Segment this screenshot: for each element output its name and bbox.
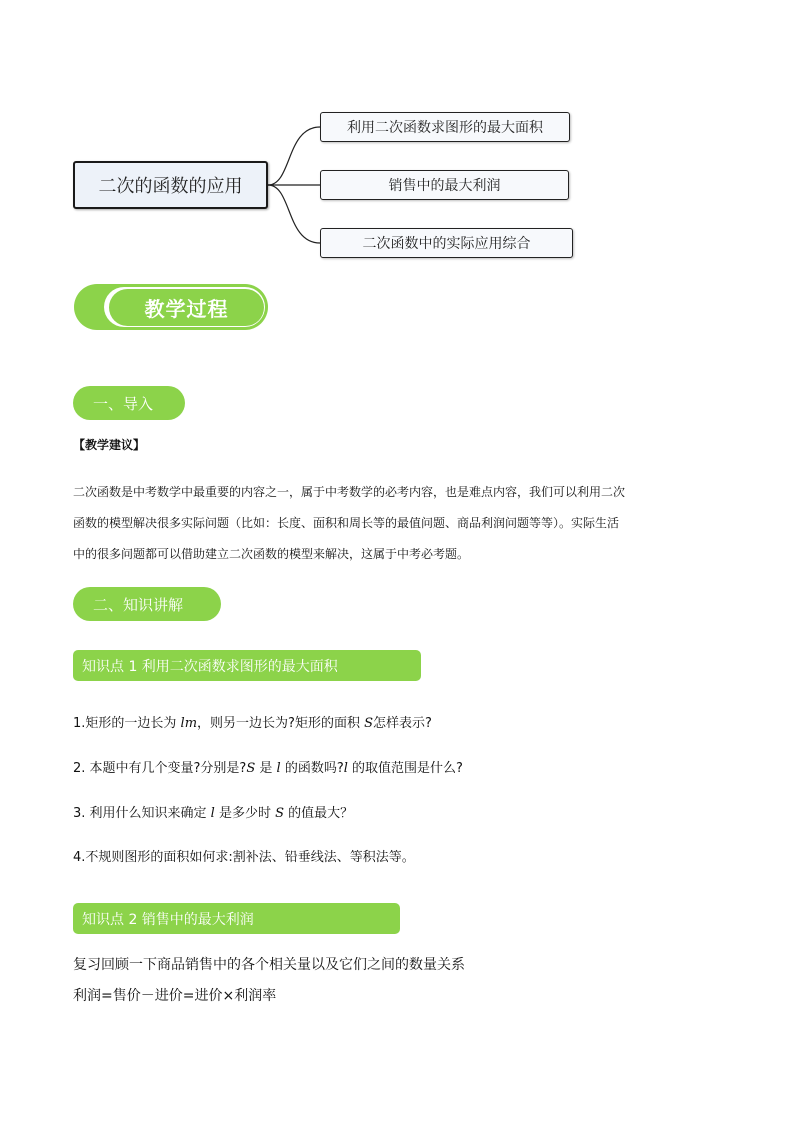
profit-review-line: 复习回顾一下商品销售中的各个相关量以及它们之间的数量关系 [73, 957, 465, 973]
question-2 [73, 757, 463, 776]
q3-text-c: 是多少时 [214, 806, 276, 821]
connector-bottom [268, 185, 320, 243]
q2-text-e: 的函数吗? [280, 761, 344, 776]
intro-paragraph-line-1: 二次函数是中考数学中最重要的内容之一，属于中考数学的必考内容，也是难点内容，我们可以利用二次 [73, 485, 626, 499]
q1-text-c: ，则另一边长为?矩形的面积 [197, 716, 365, 731]
profit-formula-line: 利润=售价－进价=进价×利润率 [73, 988, 277, 1004]
knowledge-point-1-title: 知识点 1 利用二次函数求图形的最大面积 [73, 650, 421, 681]
question-3 [73, 802, 353, 821]
q2-var-l: l [276, 761, 281, 776]
q1-var-s: S [364, 716, 373, 731]
q3-var-l: l [210, 806, 215, 821]
q2-var-l-2: l [343, 761, 348, 776]
intro-heading: 一、导入 [73, 386, 185, 420]
section-title: 教学过程 [109, 289, 264, 326]
mindmap-root: 二次的函数的应用 [73, 161, 268, 209]
q3-text-e: 的值最大？ [284, 806, 354, 821]
knowledge-point-2-title: 知识点 2 销售中的最大利润 [73, 903, 400, 934]
mindmap-branch-application: 二次函数中的实际应用综合 [320, 228, 573, 258]
q1-text-e: 怎样表示? [373, 716, 432, 731]
q3-var-s: S [275, 806, 285, 821]
q1-text-a: 1.矩形的一边长为 [73, 716, 181, 731]
q1-var-lm: lm [180, 716, 198, 731]
mindmap-branch-area: 利用二次函数求图形的最大面积 [320, 112, 570, 142]
teaching-tip-label: 【教学建议】 [73, 438, 146, 452]
q2-text-g: 的取值范围是什么? [347, 761, 463, 776]
intro-paragraph-line-2: 函数的模型解决很多实际问题（比如：长度、面积和周长等的最值问题、商品利润问题等等）。实际生活 [73, 516, 620, 530]
intro-paragraph-line-3: 中的很多问题都可以借助建立二次函数的模型来解决，这属于中考必考题。 [73, 547, 470, 561]
mindmap-branch-profit: 销售中的最大利润 [320, 170, 569, 200]
question-4: 4.不规则图形的面积如何求:割补法、铅垂线法、等积法等。 [73, 850, 415, 865]
q2-text-c: 是 [255, 761, 277, 776]
q2-text-a: 2. 本题中有几个变量?分别是? [73, 761, 247, 776]
connector-top [268, 127, 320, 185]
knowledge-heading: 二、知识讲解 [73, 587, 221, 621]
q2-var-s: S [246, 761, 256, 776]
q3-text-a: 3. 利用什么知识来确定 [73, 806, 211, 821]
question-1 [73, 712, 432, 731]
